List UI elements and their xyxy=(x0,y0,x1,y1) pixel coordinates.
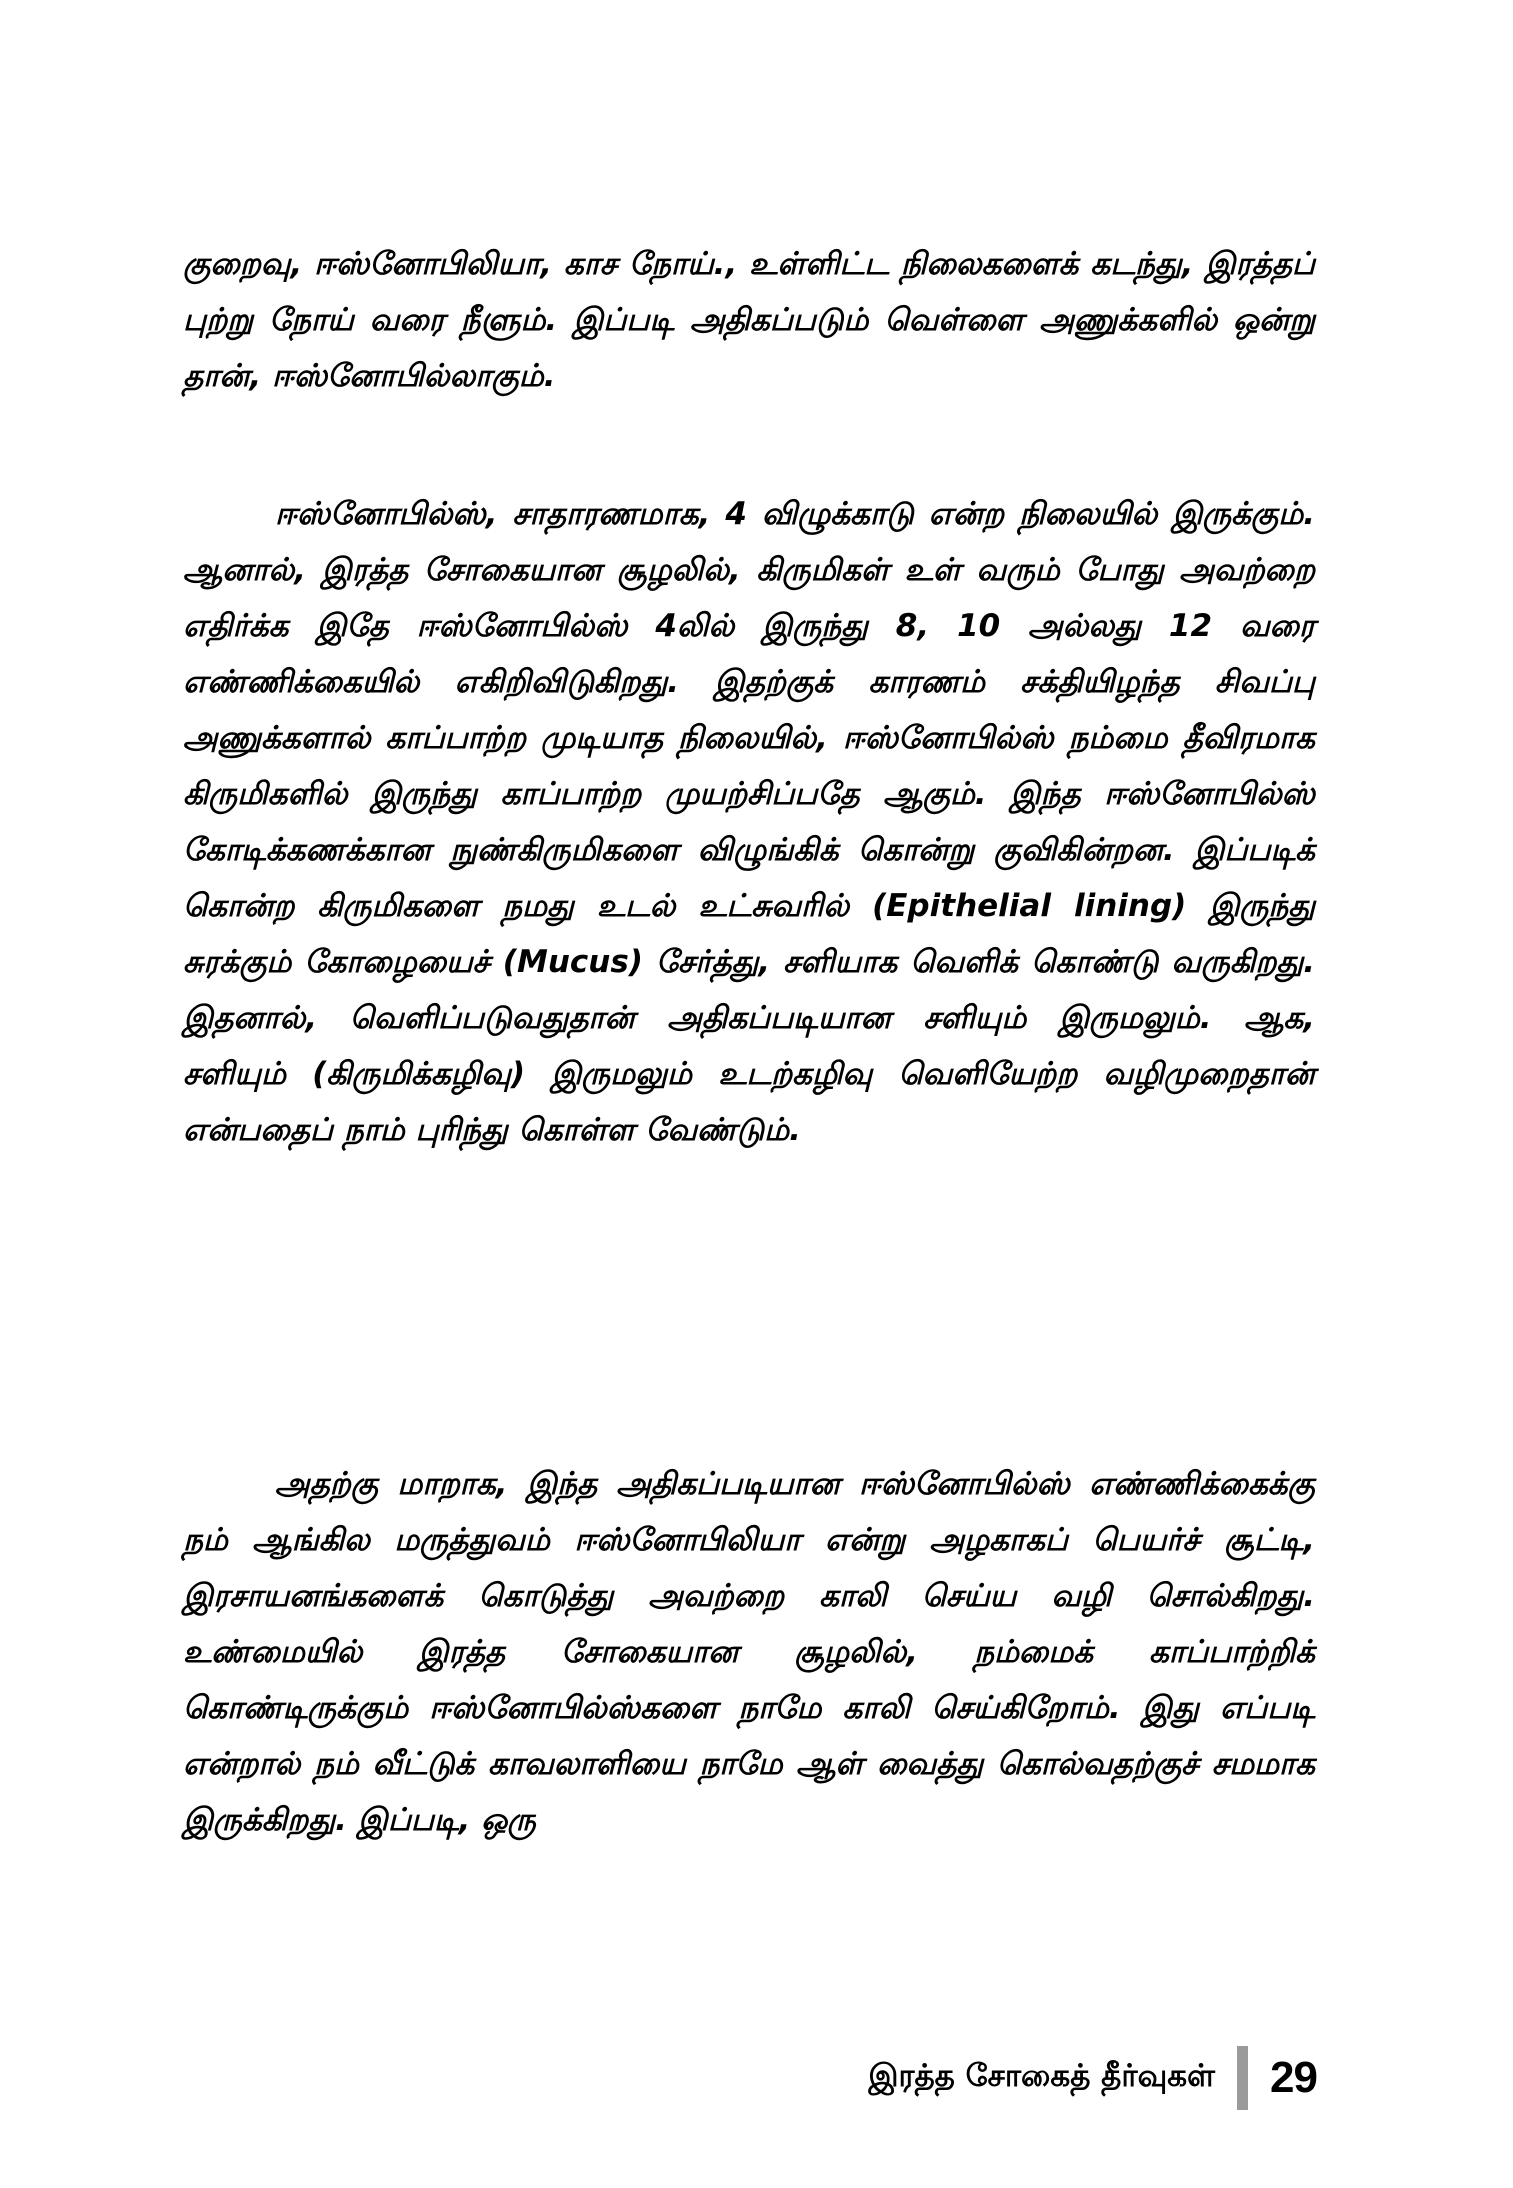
paragraph-2: ஈஸ்னோபில்ஸ், சாதாரணமாக, 4 விழுக்காடு என்ற நிலையில் இருக்கும். ஆனால், இரத்த சோகையான சூழலில், கிருமிகள் உள் வரும் போது அவற்றை எதிர்க்க இதே ஈஸ்னோபில்ஸ் 4லில் இருந்து 8, 10 அல்லது 12 வரை எண்ணிக்கையில் எகிறிவிடுகிறது. இதற்குக் காரணம் சக்தியிழந்த சிவப்பு அணுக்களால் காப்பாற்ற முடியாத நிலையில், ஈஸ்னோபில்ஸ் நம்மை தீவிரமாக கிருமிகளில் இருந்து காப்பாற்ற முயற்சிப்பதே ஆகும். இந்த ஈஸ்னோபில்ஸ் கோடிக்கணக்கான நுண்கிருமிகளை விழுங்கிக் கொன்று குவிகின்றன. இப்படிக் கொன்ற கிருமிகளை நமது உடல் உட்சுவரில் (Epithelial lining) இருந்து சுரக்கும் கோழையைச் (Mucus) சேர்த்து, சளியாக வெளிக் கொண்டு வருகிறது. இதனால், வெளிப்படுவதுதான் அதிகப்படியான சளியும் இருமலும். ஆக, சளியும் (கிருமிக்கழிவு) இருமலும் உடற்கழிவு வெளியேற்ற வழிமுறைதான் என்பதைப் நாம் புரிந்து கொள்ள வேண்டும். xyxy=(183,496,1315,1148)
page-number: 29 xyxy=(1270,2053,1317,2102)
paragraph-3: அதற்கு மாறாக, இந்த அதிகப்படியான ஈஸ்னோபில்ஸ் எண்ணிக்கைக்கு நம் ஆங்கில மருத்துவம் ஈஸ்னோபிலியா என்று அழகாகப் பெயர்ச் சூட்டி, இரசாயனங்களைக் கொடுத்து அவற்றை காலி செய்ய வழி சொல்கிறது. உண்மையில் இரத்த சோகையான சூழலில், நம்மைக் காப்பாற்றிக் கொண்டிருக்கும் ஈஸ்னோபில்ஸ்களை நாமே காலி செய்கிறோம். இது எப்படி என்றால் நம் வீட்டுக் காவலாளியை நாமே ஆள் வைத்து கொல்வதற்குச் சமமாக இருக்கிறது. இப்படி, ஒரு xyxy=(183,1466,1315,1838)
footer-divider xyxy=(1237,2046,1248,2110)
page-footer xyxy=(868,2043,1317,2113)
paragraph-1: குறைவு, ஈஸ்னோபிலியா, காச நோய்., உள்ளிட்ட நிலைகளைக் கடந்து, இரத்தப் புற்று நோய் வரை நீளும். இப்படி அதிகப்படும் வெள்ளை அணுக்களில் ஒன்று தான், ஈஸ்னோபில்லாகும். xyxy=(183,246,1315,394)
running-title: இரத்த சோகைத் தீர்வுகள் xyxy=(868,2058,1216,2094)
